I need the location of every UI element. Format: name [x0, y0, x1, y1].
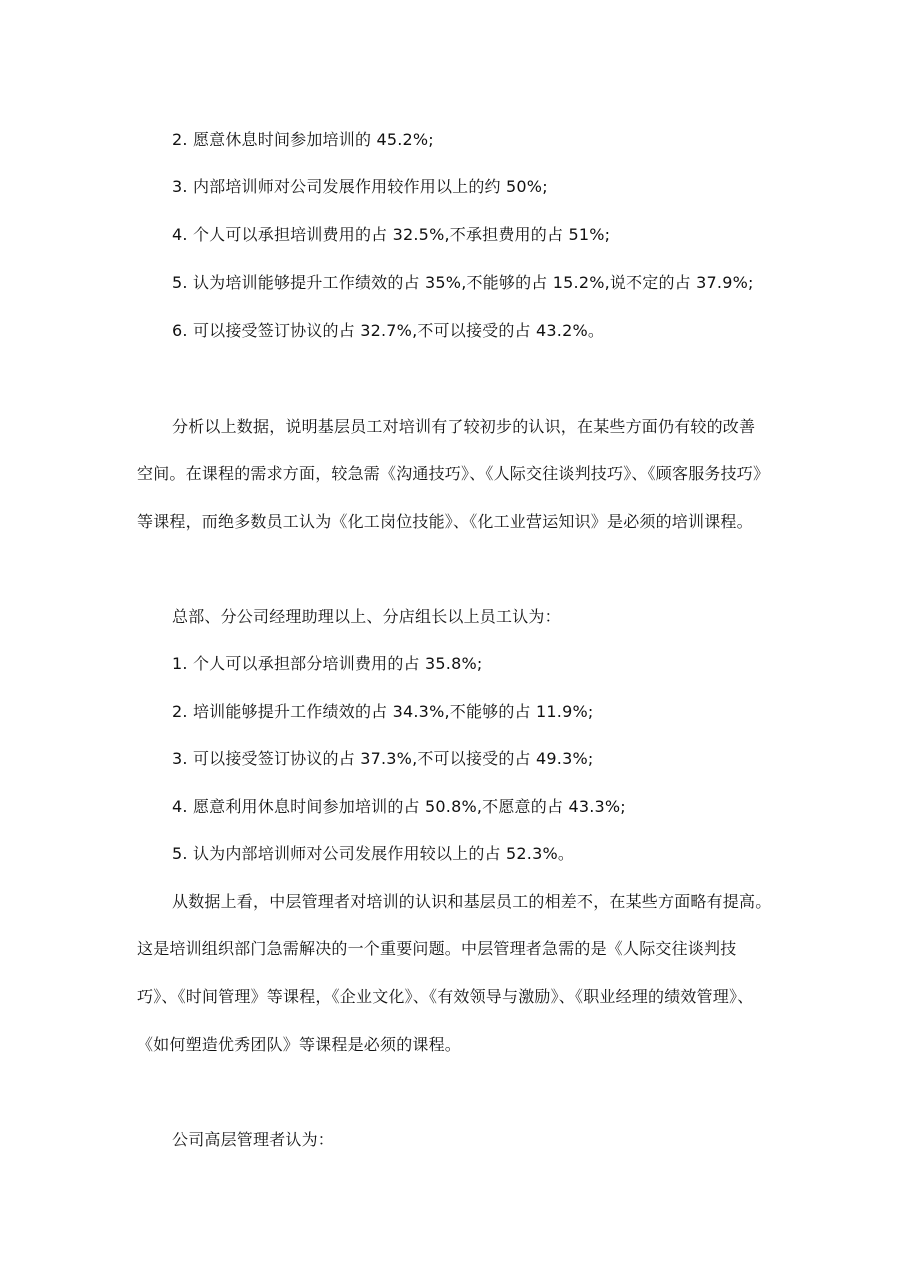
list-item: 3. 可以接受签订协议的占 37.3%,不可以接受的占 49.3%; [172, 749, 594, 768]
list-item: 1. 个人可以承担部分培训费用的占 35.8%; [172, 654, 483, 673]
list-item: 5. 认为内部培训师对公司发展作用较以上的占 52.3%。 [172, 844, 575, 863]
paragraph-line: 空间。在课程的需求方面，较急需《沟通技巧》、《人际交往谈判技巧》、《顾客服务技巧》 [137, 464, 770, 483]
paragraph-line: 《如何塑造优秀团队》等课程是必须的课程。 [137, 1035, 462, 1054]
section-intro: 总部、分公司经理助理以上、分店组长以上员工认为： [172, 607, 561, 626]
paragraph-line: 巧》、《时间管理》等课程，《企业文化》、《有效领导与激励》、《职业经理的绩效管理》、 [137, 987, 754, 1006]
paragraph-line: 这是培训组织部门急需解决的一个重要问题。中层管理者急需的是《人际交往谈判技 [137, 939, 737, 958]
paragraph-line: 从数据上看，中层管理者对培训的认识和基层员工的相差不，在某些方面略有提高。 [172, 892, 772, 911]
list-item: 5. 认为培训能够提升工作绩效的占 35%,不能够的占 15.2%,说不定的占 37.9%; [172, 273, 754, 292]
list-item: 4. 个人可以承担培训费用的占 32.5%,不承担费用的占 51%; [172, 225, 611, 244]
paragraph-line: 等课程，而绝多数员工认为《化工岗位技能》、《化工业营运知识》是必须的培训课程。 [137, 512, 753, 531]
section-intro: 公司高层管理者认为： [172, 1130, 335, 1149]
list-item: 4. 愿意利用休息时间参加培训的占 50.8%,不愿意的占 43.3%; [172, 797, 626, 816]
paragraph-line: 分析以上数据，说明基层员工对培训有了较初步的认识，在某些方面仍有较的改善 [172, 417, 756, 436]
list-item: 3. 内部培训师对公司发展作用较作用以上的约 50%; [172, 177, 548, 196]
list-item: 6. 可以接受签订协议的占 32.7%,不可以接受的占 43.2%。 [172, 321, 605, 340]
list-item: 2. 培训能够提升工作绩效的占 34.3%,不能够的占 11.9%; [172, 702, 594, 721]
list-item: 2. 愿意休息时间参加培训的 45.2%; [172, 130, 434, 149]
